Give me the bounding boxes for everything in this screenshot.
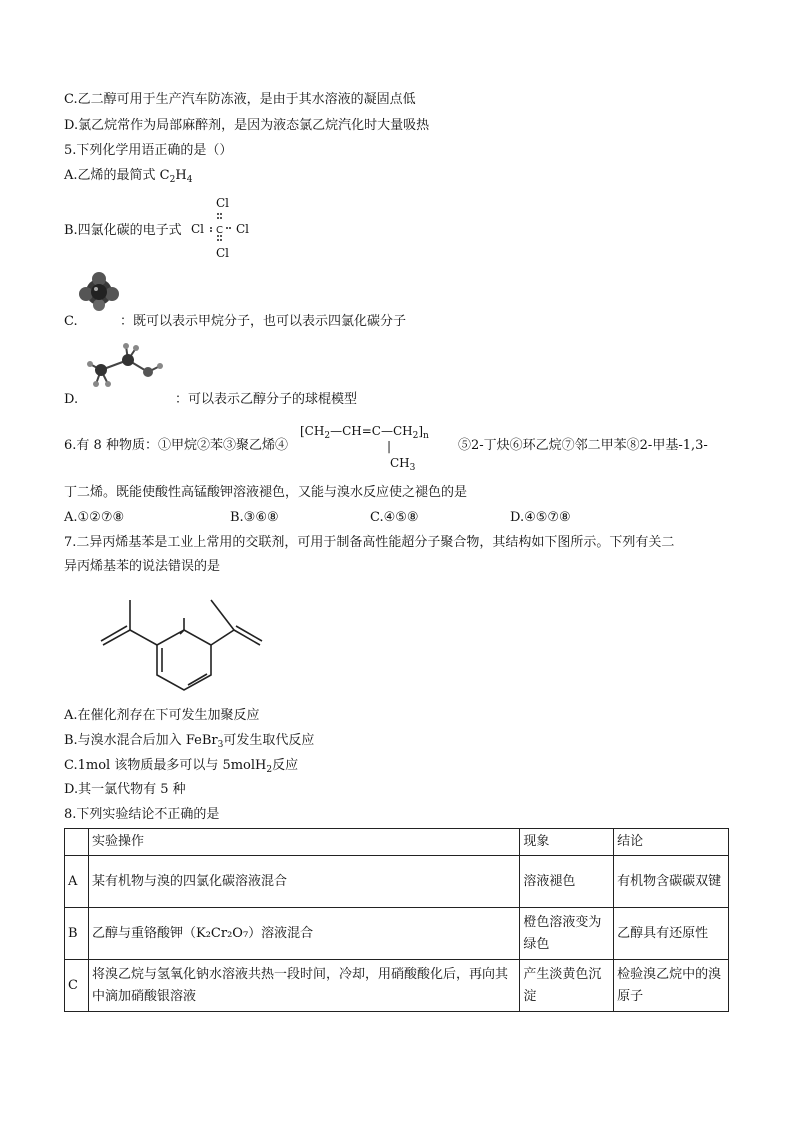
option-a-mid: H (175, 168, 187, 183)
polymer-formula (300, 424, 429, 443)
table-header-row (65, 829, 729, 856)
electron-cl-left: Cl (191, 222, 205, 236)
question-6-suffix: ⑤2-丁炔⑥环乙烷⑦邻二甲苯⑧2-甲基-1,3- (458, 438, 708, 453)
q7b-prefix: B.与溴水混合后加入 FeBr (64, 733, 218, 748)
q7c-sub: 2 (266, 765, 273, 775)
table-header-cell: 现象 (520, 829, 614, 856)
question-8-stem: 8.下列实验结论不正确的是 (64, 807, 220, 822)
row-operation: 某有机物与溴的四氯化碳溶液混合 (88, 856, 519, 908)
q7c-prefix: C.1mol 该物质最多可以与 5molH (64, 758, 267, 773)
row-conclusion: 乙醇具有还原性 (614, 908, 729, 960)
option-a-sub1: 2 (169, 175, 176, 185)
electron-c-center: C (216, 225, 223, 236)
row-label: B (65, 908, 89, 960)
electron-cl-bottom: Cl (216, 246, 230, 260)
row-conclusion: 有机物含碳碳双键 (614, 856, 729, 908)
option-c-glycol: C.乙二醇可用于生产汽车防冻液，是由于其水溶液的凝固点低 (64, 92, 416, 107)
polymer-open: [CH (300, 424, 325, 438)
polymer-sub2a: 2 (324, 431, 331, 441)
row-phenomenon: 产生淡黄色沉淀 (520, 960, 614, 1012)
polymer-ch3 (390, 456, 415, 475)
question-5-option-c-text: ：既可以表示甲烷分子，也可以表示四氯化碳分子 (120, 314, 407, 329)
row-conclusion: 检验溴乙烷中的溴原子 (614, 960, 729, 1012)
table-header-cell: 结论 (614, 829, 729, 856)
row-label: A (65, 856, 89, 908)
table-row (65, 908, 729, 960)
q7b-suffix: 可发生取代反应 (223, 733, 315, 748)
table-header-cell (65, 829, 89, 856)
electron-dots (206, 210, 236, 246)
question-6-option-c: C.④⑤⑧ (370, 510, 419, 525)
polymer-ch3-sub: 3 (409, 463, 416, 473)
option-a-sub2: 4 (186, 175, 193, 185)
polymer-n: n (423, 431, 429, 441)
question-6-option-a: A.①②⑦⑧ (64, 510, 125, 525)
row-phenomenon: 橙色溶液变为绿色 (520, 908, 614, 960)
row-operation: 乙醇与重铬酸钾（K₂Cr₂O₇）溶液混合 (88, 908, 519, 960)
polymer-close: ] (418, 424, 424, 438)
question-7-line1: 7.二异丙烯基苯是工业上常用的交联剂，可用于制备高性能超分子聚合物，其结构如下图所示。下列有关二 (64, 535, 675, 550)
table-header-cell: 实验操作 (88, 829, 519, 856)
question-5-option-b: B.四氯化碳的电子式 (64, 223, 182, 238)
option-d-chloroethane: D.氯乙烷常作为局部麻醉剂，是因为液态氯乙烷汽化时大量吸热 (64, 118, 430, 133)
diisopropenylbenzene-structure (74, 590, 264, 700)
table-row (65, 856, 729, 908)
question-7-option-d: D.其一氯代物有 5 种 (64, 782, 186, 797)
table-row (65, 960, 729, 1012)
q7b-sub: 3 (217, 740, 224, 750)
question-7-option-a: A.在催化剂存在下可发生加聚反应 (64, 708, 260, 723)
row-label: C (65, 960, 89, 1012)
question-7-option-c (64, 757, 298, 779)
experiment-table (64, 828, 729, 1012)
question-6-line2: 丁二烯。既能使酸性高锰酸钾溶液褪色，又能与溴水反应使之褪色的是 (64, 485, 468, 500)
question-6-prefix: 6.有 8 种物质：①甲烷②苯③聚乙烯④ (64, 438, 288, 453)
polymer-branch-bond: | (387, 439, 392, 453)
question-7-option-b (64, 732, 314, 754)
question-6-option-b: B.③⑥⑧ (230, 510, 279, 525)
option-a-prefix: A.乙烯的最简式 C (64, 168, 170, 183)
q7c-suffix: 反应 (272, 758, 299, 773)
ball-stick-model-icon (86, 340, 166, 398)
polymer-sub2b: 2 (412, 431, 419, 441)
electron-cl-right: Cl (236, 222, 250, 236)
question-5-stem: 5.下列化学用语正确的是（） (64, 143, 233, 158)
question-5-option-c-prefix: C. (64, 314, 78, 329)
space-filling-model-icon (76, 272, 122, 312)
electron-cl-top: Cl (216, 196, 230, 210)
polymer-mid: —CH=C—CH (330, 424, 413, 438)
question-6-option-d: D.④⑤⑦⑧ (510, 510, 571, 525)
question-7-line2: 异丙烯基苯的说法错误的是 (64, 559, 221, 574)
row-operation: 将溴乙烷与氢氧化钠水溶液共热一段时间，冷却，用硝酸酸化后，再向其中滴加硝酸银溶液 (88, 960, 519, 1012)
row-phenomenon: 溶液褪色 (520, 856, 614, 908)
question-5-option-d-text: ：可以表示乙醇分子的球棍模型 (175, 392, 358, 407)
question-5-option-a (64, 167, 192, 189)
polymer-ch3-text: CH (390, 456, 410, 470)
question-5-option-d-prefix: D. (64, 392, 79, 407)
